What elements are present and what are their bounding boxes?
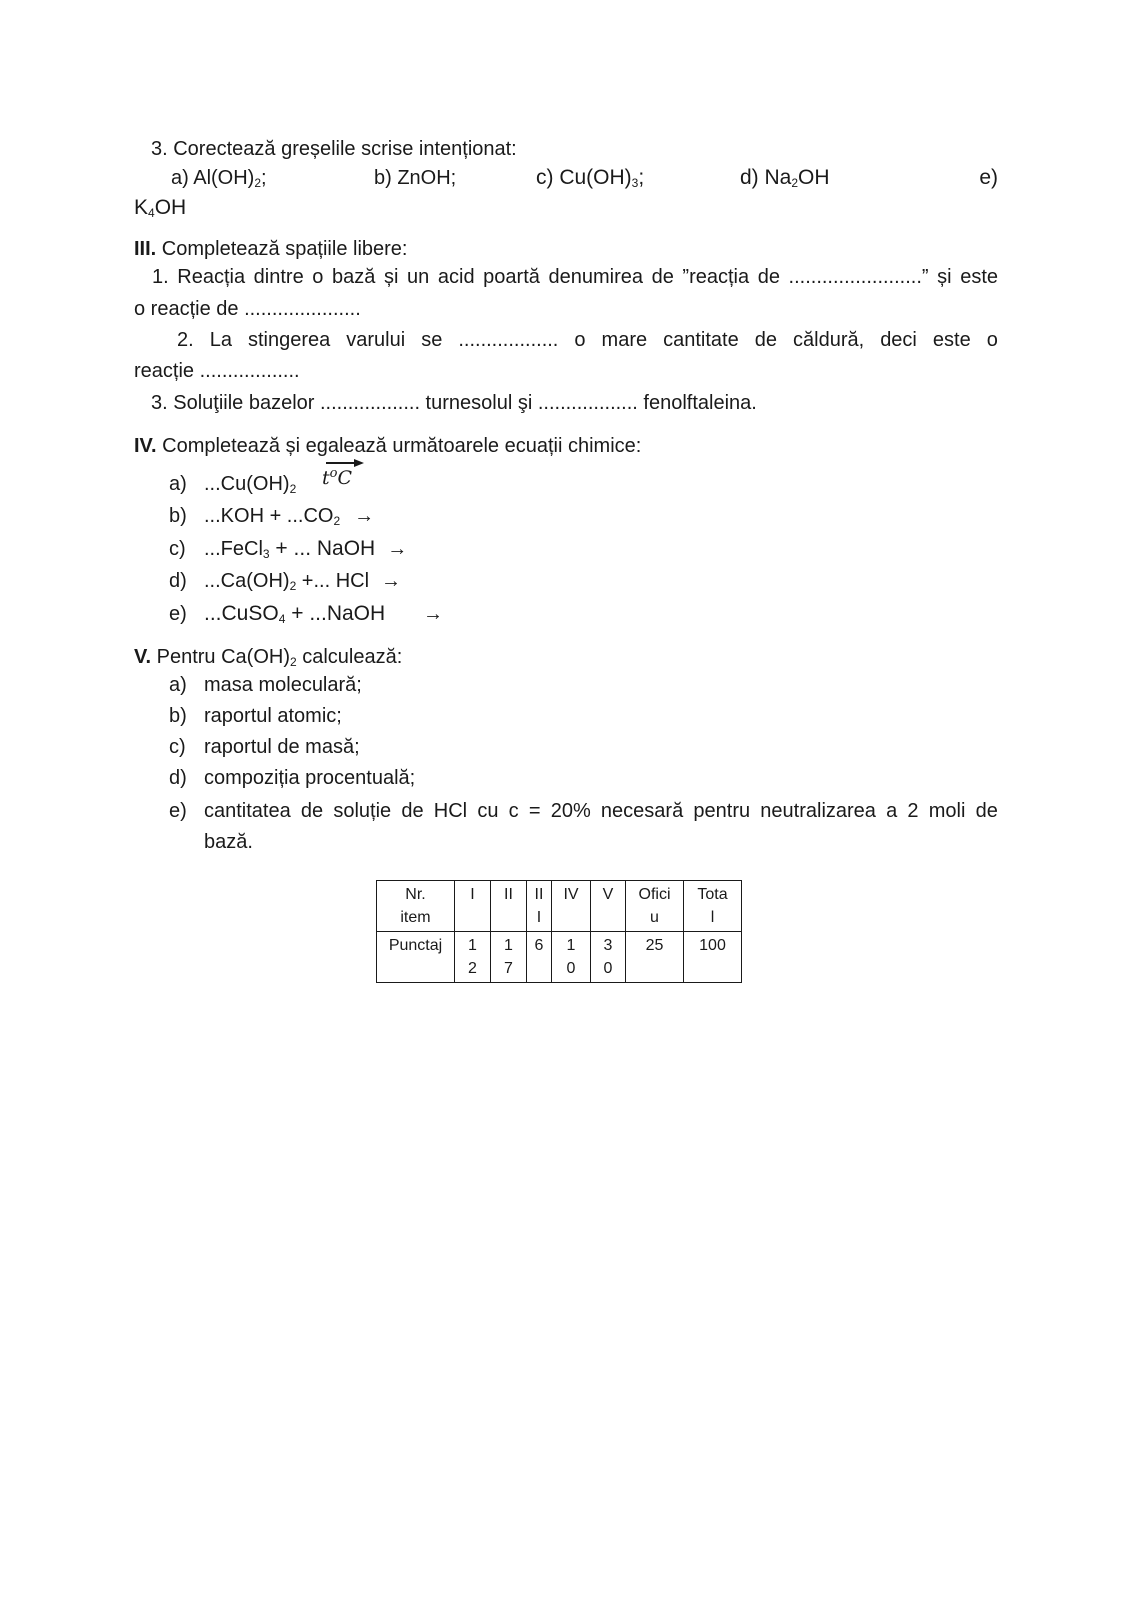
word: 20% — [550, 800, 591, 822]
word: mare — [601, 329, 648, 351]
word: HCl — [433, 800, 468, 822]
heat-arrow-line — [326, 462, 356, 464]
eq-c: ...FeCl$_3$ + ... NaOH → — [204, 537, 408, 561]
s5-item-e-line2: bază. — [204, 831, 253, 853]
word: pentru — [693, 800, 751, 822]
s3-item3: 3. Soluţiile bazelor .................. turnesolul şi .................. fenolftaleina. — [151, 392, 757, 414]
s3-item2-line2: reacție .................. — [134, 360, 300, 382]
word: deci — [880, 329, 917, 351]
word: 2. — [177, 329, 194, 351]
table-cell: Nr. item — [377, 881, 455, 932]
word: cu — [477, 800, 499, 822]
q3-option-e-label: e) — [979, 166, 998, 189]
eq-c-label: c) — [169, 538, 186, 560]
s5-item-b: raportul atomic; — [204, 705, 342, 727]
table-cell: I — [455, 881, 491, 932]
word: căldură, — [793, 329, 865, 351]
word: 2 — [907, 800, 919, 822]
table-cell: V — [591, 881, 626, 932]
eq-a-label: a) — [169, 473, 187, 495]
s5-item-e-line1 — [204, 798, 998, 824]
q3-option-c: c) $Cu(OH)_3$; — [536, 166, 645, 190]
table-row — [377, 881, 742, 932]
table-cell: IV — [552, 881, 591, 932]
s5-item-c-label: c) — [169, 736, 186, 758]
eq-d-label: d) — [169, 570, 187, 592]
q3-option-a: a) $Al(OH)_2$; — [171, 167, 267, 190]
table-cell: II — [491, 881, 527, 932]
arrow-icon: → — [354, 505, 375, 527]
word: se — [421, 329, 443, 351]
word: moli — [928, 800, 966, 822]
table-cell: Punctaj — [377, 932, 455, 983]
arrow-icon: → — [381, 570, 402, 592]
s5-item-b-label: b) — [169, 705, 187, 727]
table-cell: 1 0 — [552, 932, 591, 983]
eq-e-label: e) — [169, 603, 187, 625]
s3-item1-line1: 1. Reacția dintre o bază și un acid poartă denumirea de ”reacția de ........................” și este — [152, 266, 998, 288]
word: soluție — [333, 800, 392, 822]
eq-b: $...KOH + ...CO_2$ → — [204, 505, 375, 528]
s5-item-e-label: e) — [169, 800, 187, 822]
arrow-icon: → — [387, 538, 408, 560]
eq-d: $...Ca(OH)_2$ +... HCl → — [204, 570, 402, 593]
score-table — [376, 880, 742, 983]
table-cell: 6 — [527, 932, 552, 983]
section-5-heading: V. Pentru $Ca(OH)_2$ calculează: — [134, 646, 403, 669]
word: .................. — [458, 329, 559, 351]
table-row — [377, 932, 742, 983]
word: este — [932, 329, 971, 351]
table-cell: Ofici u — [626, 881, 684, 932]
word: de — [401, 800, 424, 822]
word: o — [986, 329, 998, 351]
q3-title: 3. Corectează greșelile scrise intenționat: — [151, 138, 517, 160]
word: = — [528, 800, 541, 822]
word: o — [574, 329, 586, 351]
eq-b-label: b) — [169, 505, 187, 527]
arrow-icon: → — [423, 603, 443, 625]
section-3-heading: III. Completează spațiile libere: — [134, 238, 408, 260]
table-cell: Tota l — [684, 881, 742, 932]
section-4-heading: IV. Completează și egalează următoarele ecuații chimice: — [134, 435, 642, 457]
eq-a: $...Cu(OH)_2$ — [204, 473, 297, 496]
table-cell: 1 7 — [491, 932, 527, 983]
s5-item-d: compoziția procentuală; — [204, 767, 416, 789]
word: cantitate — [663, 329, 739, 351]
word: de — [754, 329, 777, 351]
word: neutralizarea — [760, 800, 876, 822]
word: varului — [346, 329, 406, 351]
word: a — [886, 800, 898, 822]
word: necesară — [600, 800, 684, 822]
heat-arrow-head — [354, 459, 364, 467]
word: de — [975, 800, 998, 822]
eq-e: ...CuSO$_4$ + ...NaOH — [204, 602, 386, 626]
table-cell: 25 — [626, 932, 684, 983]
table-cell: II I — [527, 881, 552, 932]
word: de — [300, 800, 324, 822]
word: cantitatea — [204, 800, 291, 822]
word: c — [508, 800, 519, 822]
word: La — [209, 329, 232, 351]
table-cell: 1 2 — [455, 932, 491, 983]
heat-condition: $t^oC$ — [322, 466, 353, 489]
q3-option-d: d) $Na_2OH$ — [740, 166, 830, 190]
q3-option-e: $K_4OH$ — [134, 196, 187, 220]
word: stingerea — [247, 329, 331, 351]
s5-item-d-label: d) — [169, 767, 187, 789]
table-cell: 3 0 — [591, 932, 626, 983]
s5-item-a-label: a) — [169, 674, 187, 696]
s5-item-c: raportul de masă; — [204, 736, 360, 758]
s3-item2-line1 — [177, 327, 998, 353]
s5-item-a: masa moleculară; — [204, 674, 362, 696]
s3-item1-line2: o reacție de ..................... — [134, 298, 361, 320]
table-cell: 100 — [684, 932, 742, 983]
q3-option-b: b) ZnOH; — [374, 167, 457, 189]
